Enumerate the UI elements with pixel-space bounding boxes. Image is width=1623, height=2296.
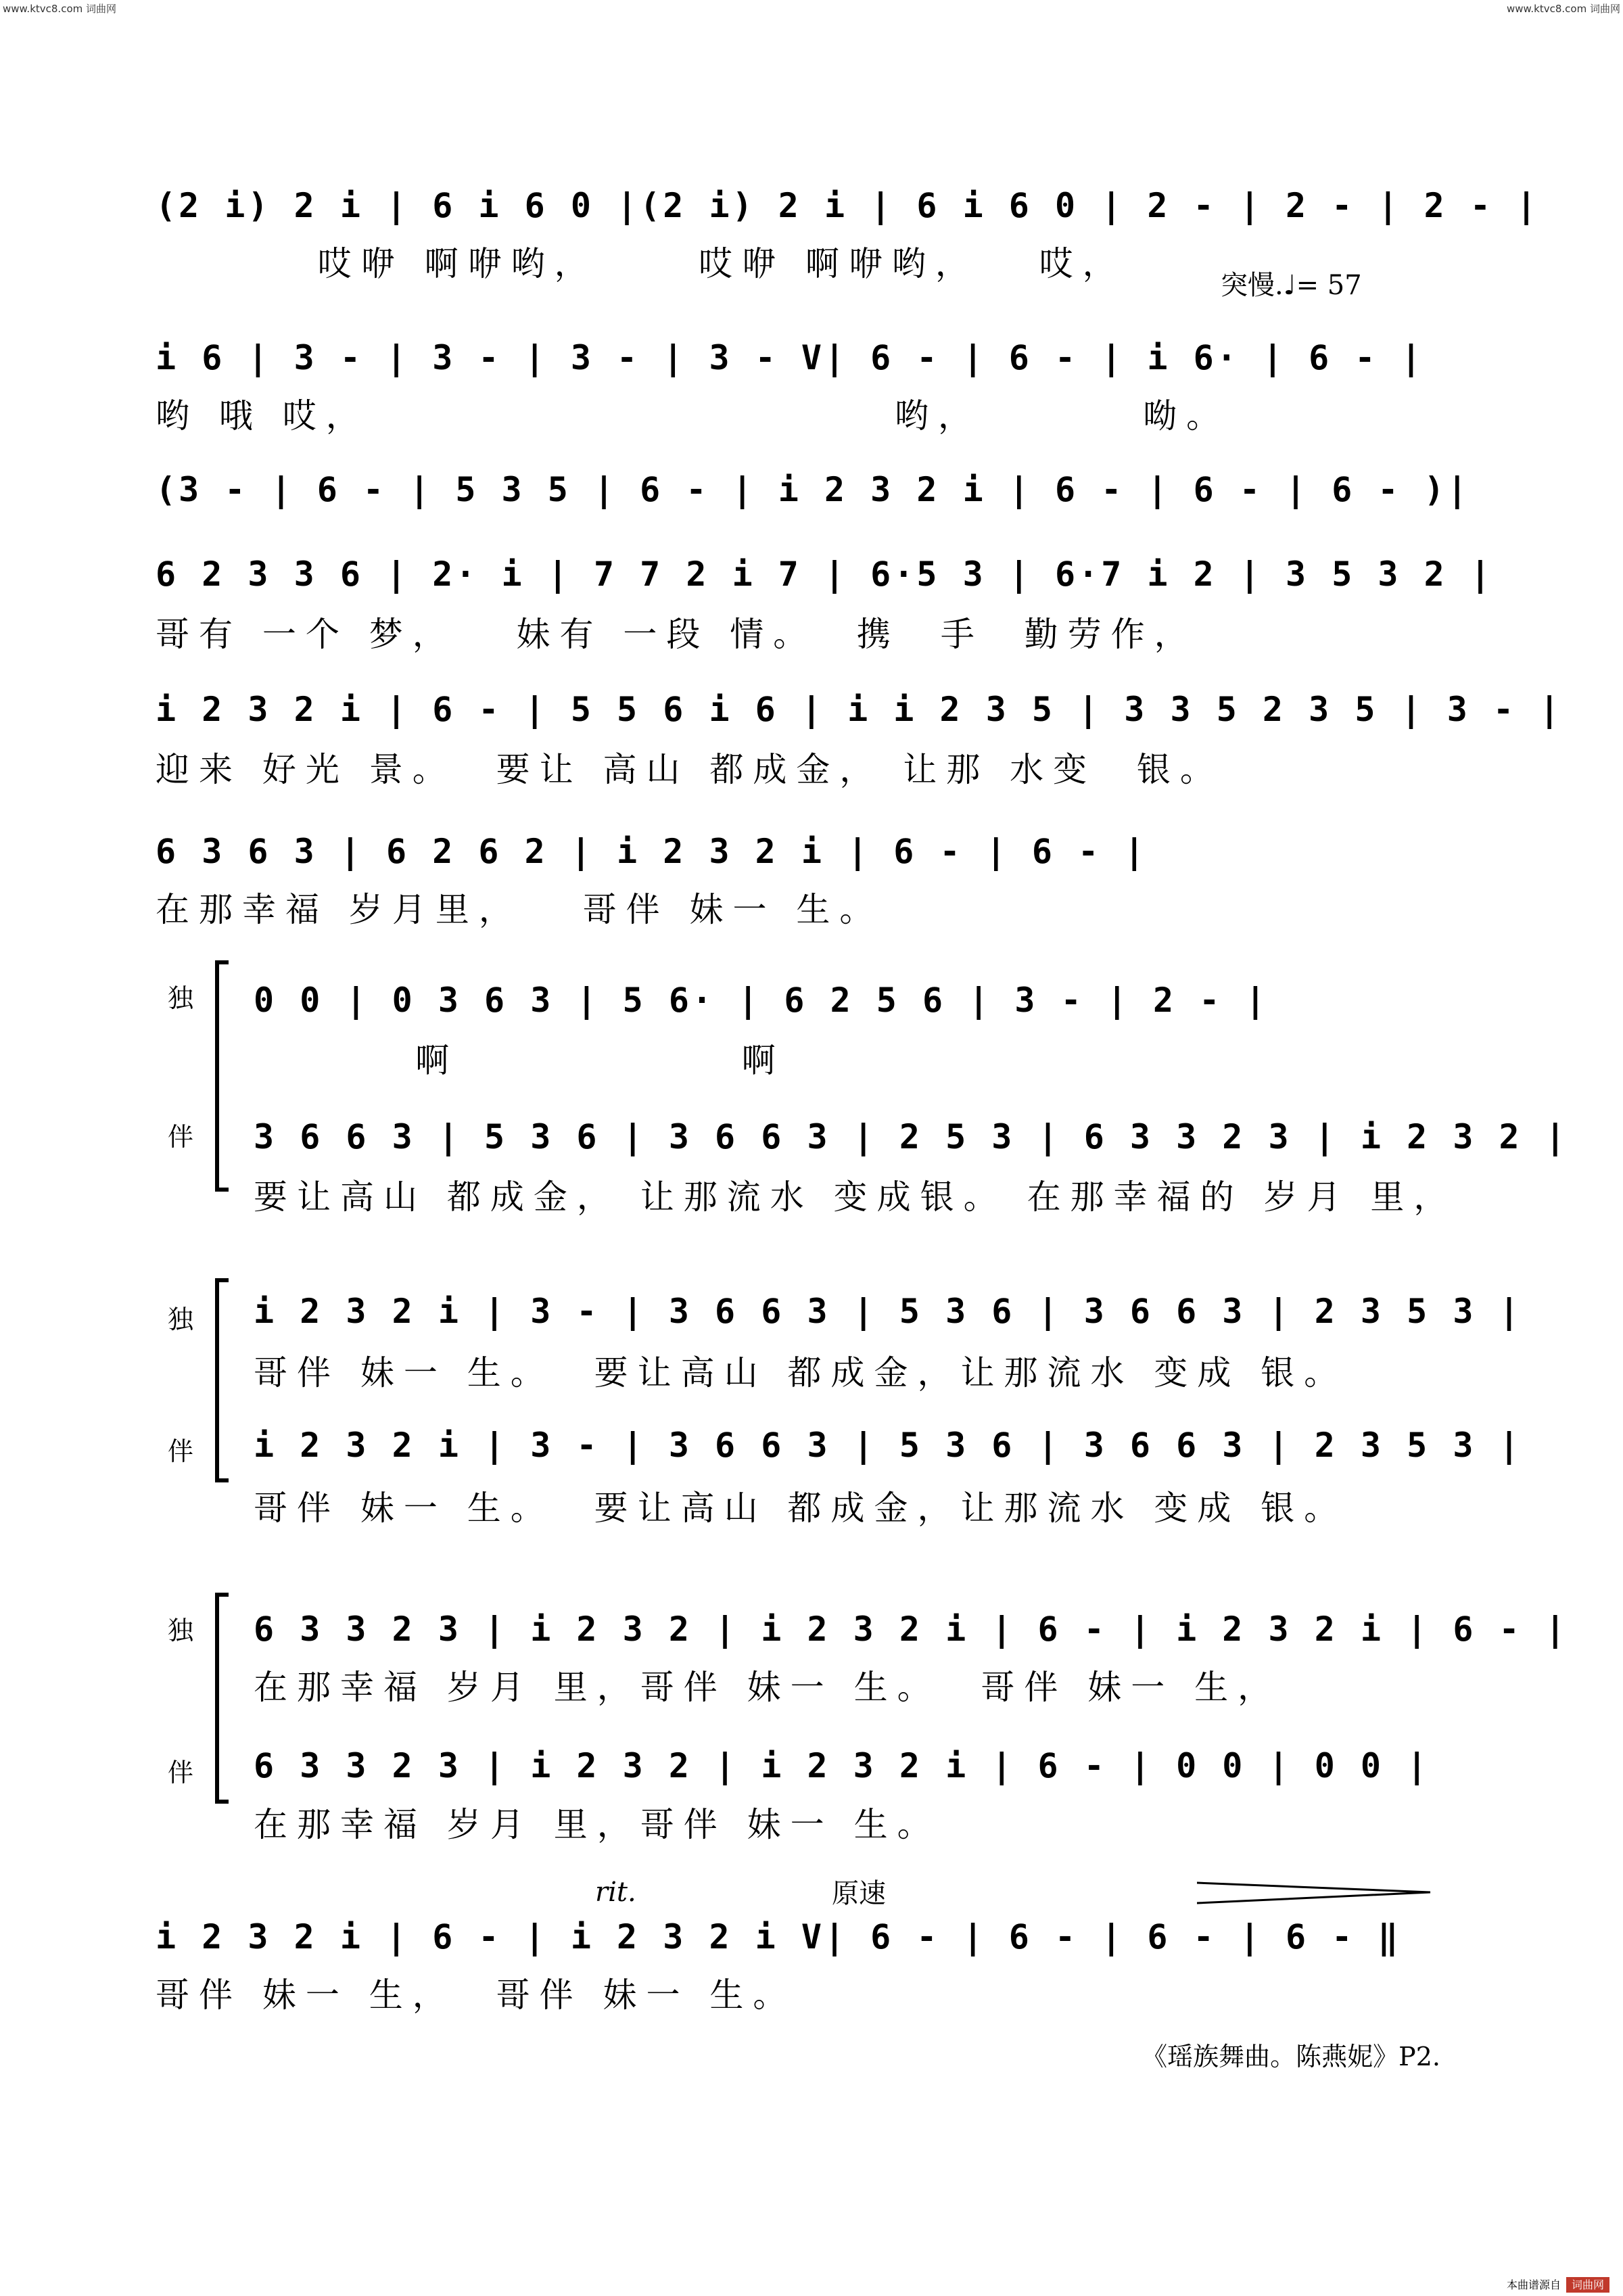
rit-mark: rit. (595, 1877, 636, 1908)
system-2-acc-lyrics: 哥伴 妹一 生。 要让高山 都成金，让那流水 变成 银。 (254, 1489, 1348, 1528)
system-2-solo-lyrics: 哥伴 妹一 生。 要让高山 都成金，让那流水 变成 银。 (254, 1353, 1348, 1392)
accompany-label: 伴 (168, 1758, 194, 1787)
system-2-acc-notes: i 2 3 2 i | 3 - | 3 6 6 3 | 5 3 6 | 3 6 6 3 | 2 3 5 3 | (254, 1426, 1522, 1465)
solo-label: 独 (168, 983, 194, 1013)
system-1-acc-notes: 3 6 6 3 | 5 3 6 | 3 6 6 3 | 2 5 3 | 6 3 3 2 3 | i 2 3 2 | (254, 1117, 1568, 1156)
score-line-5-lyrics: 迎来 好光 景。 要让 高山 都成金， 让那 水变 银。 (156, 750, 1223, 789)
system-3-solo-notes: 6 3 3 2 3 | i 2 3 2 | i 2 3 2 i | 6 - | i 2 3 2 i | 6 - | (254, 1610, 1568, 1649)
header-right: www.ktvc8.com 词曲网 (1506, 3, 1620, 15)
score-line-2-notes: i 6 | 3 - | 3 - | 3 - | 3 - V| 6 - | 6 - | i 6· | 6 - | (156, 338, 1424, 377)
system-1-solo-notes: 0 0 | 0 3 6 3 | 5 6· | 6 2 5 6 | 3 - | 2 - | (254, 981, 1269, 1020)
score-line-6-notes: 6 3 6 3 | 6 2 6 2 | i 2 3 2 i | 6 - | 6 - | (156, 832, 1148, 871)
system-3-acc-lyrics: 在那幸福 岁月 里，哥伴 妹一 生。 (254, 1805, 941, 1844)
score-line-1-notes: (2 i) 2 i | 6 i 6 0 |(2 i) 2 i | 6 i 6 0 | 2 - | 2 - | 2 - | (156, 186, 1540, 225)
score-line-2-lyrics: 哟 哦 哎， 哟， 呦。 (156, 396, 1230, 436)
solo-label: 独 (168, 1616, 194, 1645)
footer-text: 本曲谱源自 (1506, 2278, 1561, 2291)
final-line-lyrics: 哥伴 妹一 生， 哥伴 妹一 生。 (156, 1975, 797, 2015)
score-line-3-notes: (3 - | 6 - | 5 3 5 | 6 - | i 2 3 2 i | 6 - | 6 - | 6 - )| (156, 470, 1470, 509)
system-3-solo-lyrics: 在那幸福 岁月 里，哥伴 妹一 生。 哥伴 妹一 生， (254, 1668, 1281, 1707)
final-line-notes: i 2 3 2 i | 6 - | i 2 3 2 i V| 6 - | 6 - | 6 - | 6 - ‖ (156, 1917, 1401, 1957)
system-2-solo-notes: i 2 3 2 i | 3 - | 3 6 6 3 | 5 3 6 | 3 6 6 3 | 2 3 5 3 | (254, 1292, 1522, 1331)
system-brace (215, 960, 229, 1192)
yuansu-mark: 原速 (832, 1878, 886, 1909)
score-line-4-lyrics: 哥有 一个 梦， 妹有 一段 情。 携 手 勤劳作， (156, 615, 1198, 654)
accompany-label: 伴 (168, 1436, 194, 1466)
system-brace (215, 1593, 229, 1804)
decrescendo-mark (1197, 1880, 1434, 1907)
tempo-mark: 突慢.♩= 57 (1221, 270, 1362, 301)
system-3-acc-notes: 6 3 3 2 3 | i 2 3 2 | i 2 3 2 i | 6 - | 0 0 | 0 0 | (254, 1746, 1430, 1785)
score-line-5-notes: i 2 3 2 i | 6 - | 5 5 6 i 6 | i i 2 3 5 | 3 3 5 2 3 5 | 3 - | (156, 690, 1563, 729)
solo-label: 独 (168, 1305, 194, 1334)
score-line-1-lyrics: 哎咿 啊咿哟， 哎咿 啊咿哟， 哎， (257, 244, 1126, 283)
system-1-acc-lyrics: 要让高山 都成金， 让那流水 变成银。 在那幸福的 岁月 里， (254, 1177, 1457, 1217)
header-left: www.ktvc8.com 词曲网 (3, 3, 117, 15)
system-brace (215, 1278, 229, 1482)
score-line-6-lyrics: 在那幸福 岁月里， 哥伴 妹一 生。 (156, 890, 883, 929)
footer-logo[interactable]: 词曲网 (1566, 2277, 1609, 2293)
source-credit: 《瑶族舞曲。陈燕妮》P2. (1142, 2042, 1440, 2071)
score-line-4-notes: 6 2 3 3 6 | 2· i | 7 7 2 i 7 | 6·5 3 | 6·7 i 2 | 3 5 3 2 | (156, 555, 1493, 594)
footer (1507, 2276, 1609, 2292)
accompany-label: 伴 (168, 1122, 194, 1152)
system-1-solo-lyrics: 啊 啊 (254, 1041, 785, 1080)
